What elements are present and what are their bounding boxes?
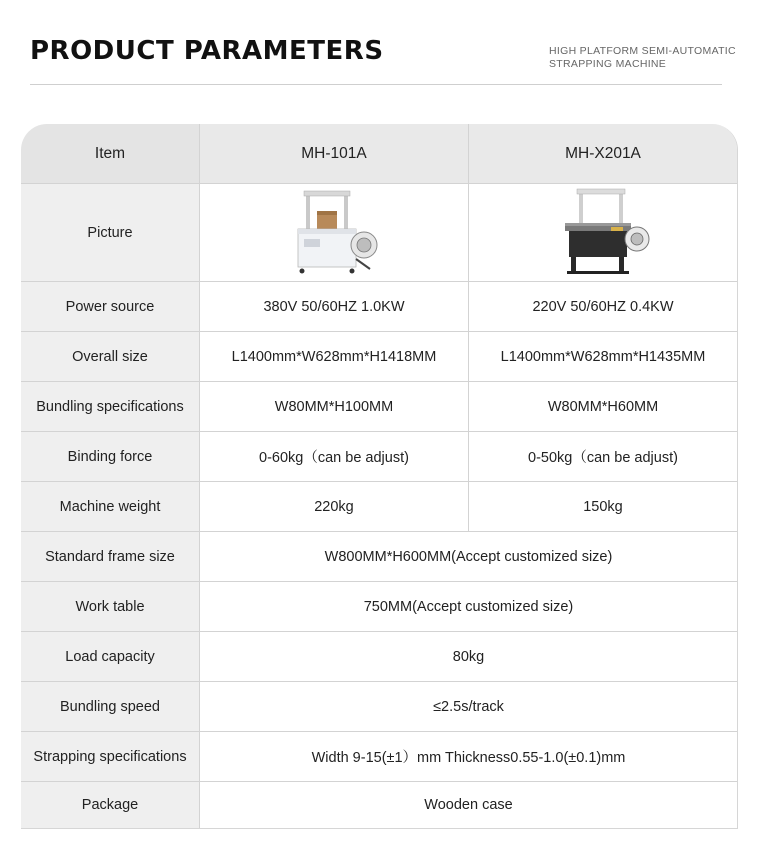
table-row xyxy=(21,682,737,732)
header-model-1: MH-101A xyxy=(199,124,468,183)
row-value-2: 150kg xyxy=(468,482,737,531)
row-label: Load capacity xyxy=(21,632,199,681)
row-value-2: W80MM*H60MM xyxy=(468,382,737,431)
table-row xyxy=(21,532,737,582)
page-title: PRODUCT PARAMETERS xyxy=(30,36,384,66)
row-label: Power source xyxy=(21,282,199,331)
row-value-1: 380V 50/60HZ 1.0KW xyxy=(199,282,468,331)
row-label: Work table xyxy=(21,582,199,631)
row-value-1: 220kg xyxy=(199,482,468,531)
row-value-2: 220V 50/60HZ 0.4KW xyxy=(468,282,737,331)
row-value-1: 0-60kg（can be adjust) xyxy=(199,432,468,481)
row-value: Width 9-15(±1）mm Thickness0.55-1.0(±0.1)mm xyxy=(199,732,737,781)
row-label: Standard frame size xyxy=(21,532,199,581)
row-value-1: L1400mm*W628mm*H1418MM xyxy=(199,332,468,381)
picture-cell-1 xyxy=(199,184,468,281)
row-label: Overall size xyxy=(21,332,199,381)
table-row xyxy=(21,482,737,532)
subtitle-line-1: HIGH PLATFORM SEMI-AUTOMATIC xyxy=(549,45,736,57)
row-value-1: W80MM*H100MM xyxy=(199,382,468,431)
table-row xyxy=(21,632,737,682)
row-value: Wooden case xyxy=(199,782,737,828)
header-model-2: MH-X201A xyxy=(468,124,737,183)
row-label: Bundling specifications xyxy=(21,382,199,431)
row-label: Bundling speed xyxy=(21,682,199,731)
page-subtitle xyxy=(549,45,749,71)
white-strapping-machine-image xyxy=(284,185,384,281)
row-label: Machine weight xyxy=(21,482,199,531)
dark-strapping-machine-image xyxy=(553,185,653,281)
row-label: Picture xyxy=(21,184,199,281)
header-item: Item xyxy=(21,124,199,183)
row-value: 750MM(Accept customized size) xyxy=(199,582,737,631)
row-value: 80kg xyxy=(199,632,737,681)
row-label: Strapping specifications xyxy=(21,732,199,781)
table-row xyxy=(21,582,737,632)
page-header xyxy=(0,0,760,90)
table-row xyxy=(21,432,737,482)
subtitle-line-2: STRAPPING MACHINE xyxy=(549,58,667,70)
table-row xyxy=(21,782,737,828)
picture-cell-2 xyxy=(468,184,737,281)
row-value: W800MM*H600MM(Accept customized size) xyxy=(199,532,737,581)
row-label: Binding force xyxy=(21,432,199,481)
table-header-row xyxy=(21,124,737,184)
table-row xyxy=(21,332,737,382)
parameters-table xyxy=(21,124,738,829)
table-row-picture xyxy=(21,184,737,282)
table-row xyxy=(21,732,737,782)
row-value: ≤2.5s/track xyxy=(199,682,737,731)
table-row xyxy=(21,382,737,432)
header-divider xyxy=(30,84,722,85)
table-row xyxy=(21,282,737,332)
row-label: Package xyxy=(21,782,199,828)
row-value-2: 0-50kg（can be adjust) xyxy=(468,432,737,481)
row-value-2: L1400mm*W628mm*H1435MM xyxy=(468,332,737,381)
